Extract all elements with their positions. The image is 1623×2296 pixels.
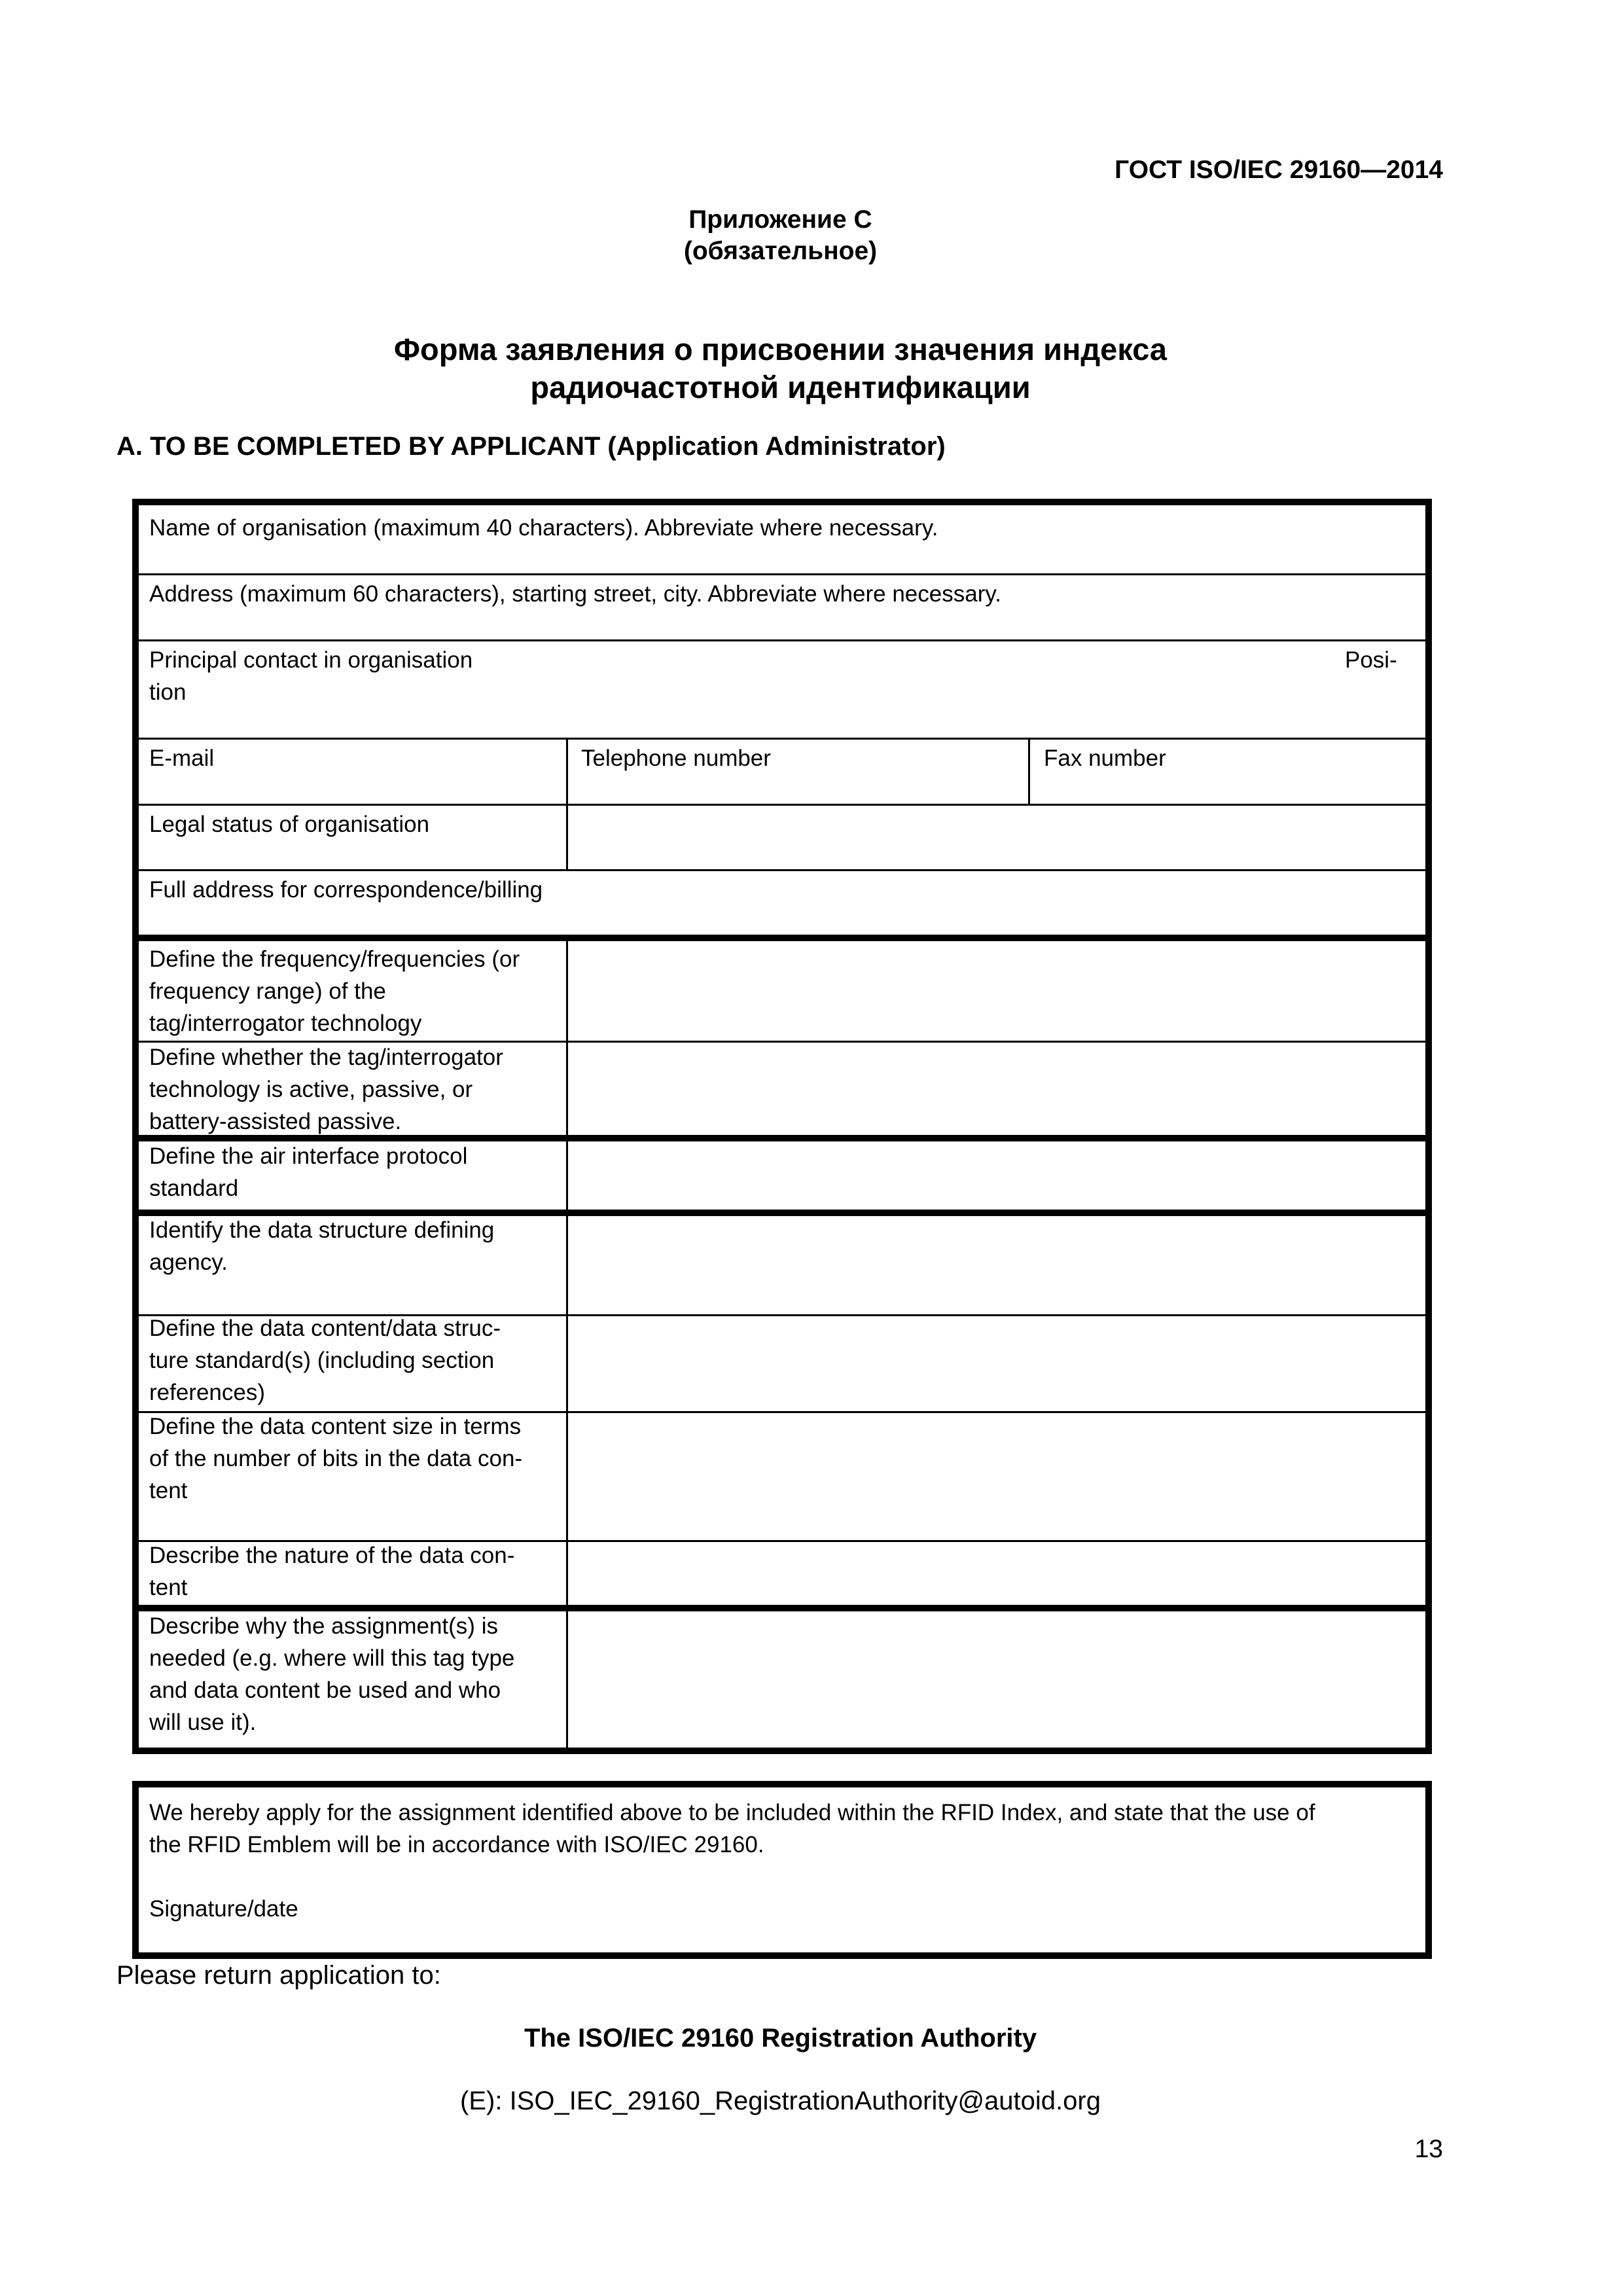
applicant-form-table <box>132 499 1432 1754</box>
form-title <box>0 331 1561 406</box>
active-passive-label: Define whether the tag/interrogator technology is active, passive, or battery-assisted passive. <box>149 1045 503 1134</box>
row-divider <box>139 738 1425 740</box>
air-interface-label: Define the air interface protocol standard <box>149 1143 468 1201</box>
email-label: E-mail <box>149 745 215 771</box>
row-divider <box>139 869 1425 871</box>
declaration-text: We hereby apply for the assignment identified above to be included within the RFID Index, and state that the use of the RFID Emblem will be in accordance with ISO/IEC 29160. <box>149 1800 1315 1857</box>
assignment-reason-label: Describe why the assignment(s) is needed (e.g. where will this tag type and data content be used and who will use it). <box>149 1613 515 1735</box>
declaration-box <box>132 1781 1432 1959</box>
section-divider <box>139 935 1425 941</box>
standard-id: ГОСТ ISO/IEC 29160—2014 <box>1115 156 1443 184</box>
full-address-label: Full address for correspondence/billing <box>149 877 543 903</box>
form-title-line2: радиочастотной идентификации <box>530 370 1031 404</box>
data-content-nature-label: Describe the nature of the data con- tent <box>149 1543 515 1600</box>
return-instruction: Please return application to: <box>116 1961 441 1990</box>
section-a-heading: A. TO BE COMPLETED BY APPLICANT (Application Administrator) <box>116 432 946 461</box>
annex-title: Приложение С <box>688 206 872 234</box>
annex-heading <box>0 204 1561 267</box>
authority-email: (E): ISO_IEC_29160_RegistrationAuthority@autoid.org <box>460 2087 1101 2115</box>
data-content-standard-label: Define the data content/data struc- ture standard(s) (including section references) <box>149 1316 501 1405</box>
position-label: Posi- <box>1345 647 1397 673</box>
frequency-label: Define the frequency/frequencies (or frequency range) of the tag/interrogator technology <box>149 946 520 1036</box>
registration-authority: The ISO/IEC 29160 Registration Authority <box>524 2024 1037 2053</box>
annex-status: (обязательное) <box>683 237 878 265</box>
signature-date-label: Signature/date <box>149 1896 298 1922</box>
row-divider <box>139 804 1425 806</box>
legal-status-label: Legal status of organisation <box>149 812 430 837</box>
org-name-label: Name of organisation (maximum 40 characters). Abbreviate where necessary. <box>149 515 938 541</box>
column-divider <box>1028 738 1030 804</box>
address-label: Address (maximum 60 characters), starting street, city. Abbreviate where necessary. <box>149 581 1001 607</box>
fax-label: Fax number <box>1044 745 1166 771</box>
position-label-continued: tion <box>149 679 187 705</box>
page-number: 13 <box>1414 2135 1443 2163</box>
telephone-label: Telephone number <box>581 745 771 771</box>
data-content-size-label: Define the data content size in terms of the number of bits in the data con- tent <box>149 1414 523 1503</box>
principal-contact-label: Principal contact in organisation <box>149 647 473 673</box>
form-title-line1: Форма заявления о присвоении значения индекса <box>393 332 1168 367</box>
data-structure-agency-label: Identify the data structure defining agency. <box>149 1217 495 1275</box>
row-divider <box>139 639 1425 641</box>
column-divider <box>566 941 568 1748</box>
row-divider <box>139 573 1425 575</box>
